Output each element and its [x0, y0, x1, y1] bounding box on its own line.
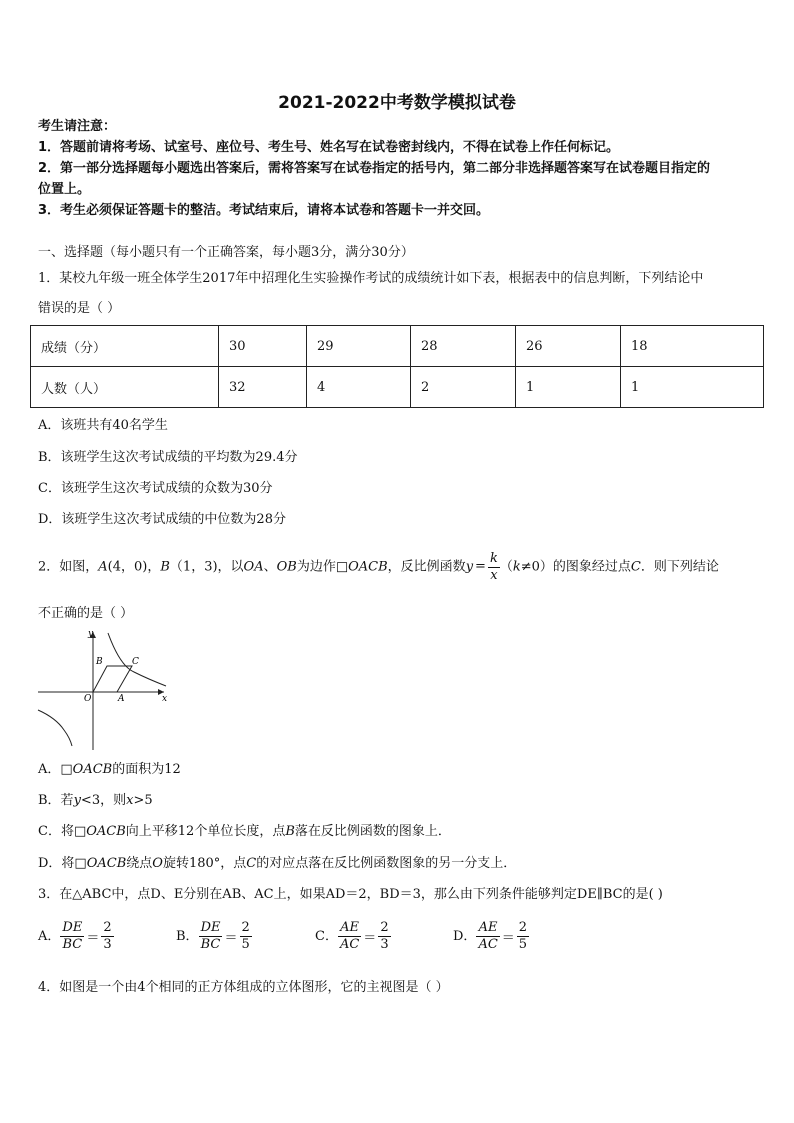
- table-cell: 32: [219, 367, 307, 408]
- table-cell: 2: [411, 367, 516, 408]
- q2-text: ．则下列结论: [640, 559, 719, 575]
- q2-parallelogram: OACB: [348, 559, 388, 575]
- fraction-numerator: 2: [241, 920, 250, 935]
- q2-stem-line2: 不正确的是（ ）: [38, 606, 134, 621]
- equals-sign: ＝: [501, 931, 515, 946]
- fraction-numerator: DE: [62, 920, 83, 935]
- q2-point-a: A: [98, 559, 108, 575]
- option-label: C．: [315, 929, 338, 944]
- q2-text: C．将□: [38, 824, 87, 839]
- q2-text: y: [73, 793, 81, 808]
- fraction: [240, 920, 252, 953]
- fraction: [517, 920, 529, 953]
- fraction-numerator: 2: [380, 920, 389, 935]
- hyperbola-branch-2: [38, 710, 72, 746]
- table-row: [31, 326, 764, 367]
- table-cell: 26: [516, 326, 621, 367]
- q3-option-d: [453, 920, 529, 953]
- fraction-denominator: BC: [62, 937, 83, 952]
- fraction-denominator: 5: [241, 937, 250, 952]
- notice-item-2: 2．第一部分选择题每小题选出答案后，需将答案写在试卷指定的括号内，第二部分非选择题答案写在试卷题目指定的: [38, 161, 711, 176]
- equals-sign: ＝: [363, 931, 377, 946]
- q2-text: C: [246, 856, 257, 871]
- q2-text: >5: [133, 793, 153, 808]
- q2-segment-ob: OB: [276, 559, 297, 575]
- option-label: A．: [38, 929, 61, 944]
- fraction-denominator: AC: [339, 937, 360, 952]
- notice-item-3: 3．考生必须保证答题卡的整洁。考试结束后，请将本试卷和答题卡一并交回。: [38, 203, 490, 218]
- table-cell: 29: [307, 326, 411, 367]
- q2-text: OACB: [86, 824, 126, 839]
- q1-option-a: A．该班共有40名学生: [38, 418, 168, 433]
- fraction-numerator: DE: [200, 920, 221, 935]
- q2-point-c: C: [630, 559, 641, 575]
- q2-segment-oa: OA: [243, 559, 264, 575]
- q2-text: B: [285, 824, 295, 839]
- q4-stem: 4．如图是一个由4个相同的正方体组成的立体图形，它的主视图是（ ）: [38, 980, 449, 995]
- q2-text: OACB: [86, 856, 127, 871]
- q3-stem: 3．在△ABC中，点D、E分别在AB、AC上，如果AD＝2，BD＝3，那么由下列条件能够判定DE∥BC的是( ): [38, 887, 663, 902]
- row-label-score: 成绩（分）: [31, 326, 219, 367]
- table-cell: 1: [516, 367, 621, 408]
- fraction-numerator: 2: [103, 920, 112, 935]
- fraction: [378, 920, 390, 953]
- table-cell: 30: [219, 326, 307, 367]
- q2-text: 绕点: [126, 856, 153, 871]
- fraction-denominator: 5: [518, 937, 528, 952]
- q2-option-a: [38, 761, 181, 779]
- fraction-numerator: k: [489, 550, 498, 566]
- q2-stem-line1: [38, 548, 719, 587]
- table-cell: 18: [621, 326, 764, 367]
- q2-text: 、: [263, 559, 277, 575]
- notice-item-1: 1．答题前请将考场、试室号、座位号、考生号、姓名写在试卷密封线内，不得在试卷上作任何标记。: [38, 140, 620, 155]
- page-title: 2021-2022中考数学模拟试卷: [278, 93, 516, 113]
- q2-text: OACB: [72, 762, 113, 777]
- notice-heading: 考生请注意：: [38, 119, 117, 134]
- fraction-denominator: x: [490, 567, 498, 583]
- q2-text: 的面积为12: [112, 762, 181, 777]
- option-label: B．: [176, 929, 199, 944]
- q2-equals: =: [475, 559, 486, 574]
- q1-option-d: D．该班学生这次考试成绩的中位数为28分: [38, 512, 286, 527]
- fraction-denominator: 3: [380, 937, 389, 952]
- table-cell: 1: [621, 367, 764, 408]
- equals-sign: ＝: [224, 931, 238, 946]
- notice-item-2-cont: 位置上。: [38, 182, 91, 197]
- q2-text: 2．如图，: [38, 559, 99, 575]
- q1-stem-line1: 1．某校九年级一班全体学生2017年中招理化生实验操作考试的成绩统计如下表，根据表中的信息判断，下列结论中: [38, 271, 704, 286]
- label-x: x: [162, 694, 168, 704]
- label-b: B: [96, 657, 103, 667]
- q2-text: 向上平移12个单位长度，点: [125, 824, 286, 839]
- score-table: [30, 325, 764, 408]
- q2-text: x: [126, 793, 134, 808]
- q2-text: （: [499, 559, 513, 575]
- q1-stem-line2: 错误的是（ ）: [38, 301, 121, 316]
- q2-text: D．将□: [38, 856, 87, 871]
- q2-point-b: B: [160, 559, 170, 575]
- q1-option-b: B．该班学生这次考试成绩的平均数为29.4分: [38, 450, 298, 465]
- q2-text: B．若: [38, 793, 74, 808]
- parallelogram-oacb: [93, 666, 132, 692]
- fraction-denominator: 3: [103, 937, 112, 952]
- q2-fraction: [488, 551, 500, 584]
- label-c: C: [132, 657, 139, 667]
- row-label-count: 人数（人）: [31, 367, 219, 408]
- q2-text: A．□: [38, 762, 73, 777]
- fraction-denominator: AC: [478, 937, 498, 952]
- fraction: [101, 920, 113, 953]
- q2-text: <3，则: [80, 793, 127, 808]
- q3-option-b: [176, 920, 252, 953]
- equals-sign: ＝: [86, 931, 100, 946]
- section-heading: 一、选择题（每小题只有一个正确答案，每小题3分，满分30分）: [38, 245, 414, 260]
- q2-option-d: [38, 855, 516, 873]
- table-row: [31, 367, 764, 408]
- q2-option-b: [38, 792, 153, 810]
- q3-option-a: [38, 920, 114, 953]
- table-cell: 4: [307, 367, 411, 408]
- fraction-numerator: AE: [476, 920, 499, 937]
- fraction-numerator: 2: [518, 920, 528, 935]
- q2-text: 的对应点落在反比例函数图象的另一分支上．: [256, 856, 517, 871]
- label-y: y: [88, 629, 94, 639]
- q2-text: （1，3)，以: [169, 559, 244, 575]
- fraction-denominator: BC: [200, 937, 221, 952]
- fraction-numerator: AE: [338, 920, 361, 937]
- label-o: O: [84, 694, 92, 704]
- label-a: A: [118, 694, 125, 704]
- table-cell: 28: [411, 326, 516, 367]
- q2-text: ≠0）的图象经过点: [520, 559, 631, 575]
- q2-text: 为边作□: [296, 559, 349, 575]
- fraction: [199, 920, 223, 953]
- q2-text: ，反比例函数: [387, 559, 466, 575]
- fraction: [338, 920, 361, 953]
- q2-option-c: [38, 823, 451, 841]
- q2-text: 旋转180°，点: [162, 856, 247, 871]
- q2-var-k: k: [512, 559, 521, 575]
- option-label: D．: [453, 929, 477, 944]
- q3-option-c: [315, 920, 391, 953]
- q2-text: 落在反比例函数的图象上．: [294, 824, 451, 839]
- fraction: [476, 920, 499, 953]
- q2-figure: [34, 626, 174, 754]
- q2-text: O: [152, 856, 163, 871]
- q1-option-c: C．该班学生这次考试成绩的众数为30分: [38, 481, 273, 496]
- q2-var-y: y: [465, 559, 474, 575]
- fraction: [60, 920, 84, 953]
- q2-text: (4，0)，: [107, 559, 161, 575]
